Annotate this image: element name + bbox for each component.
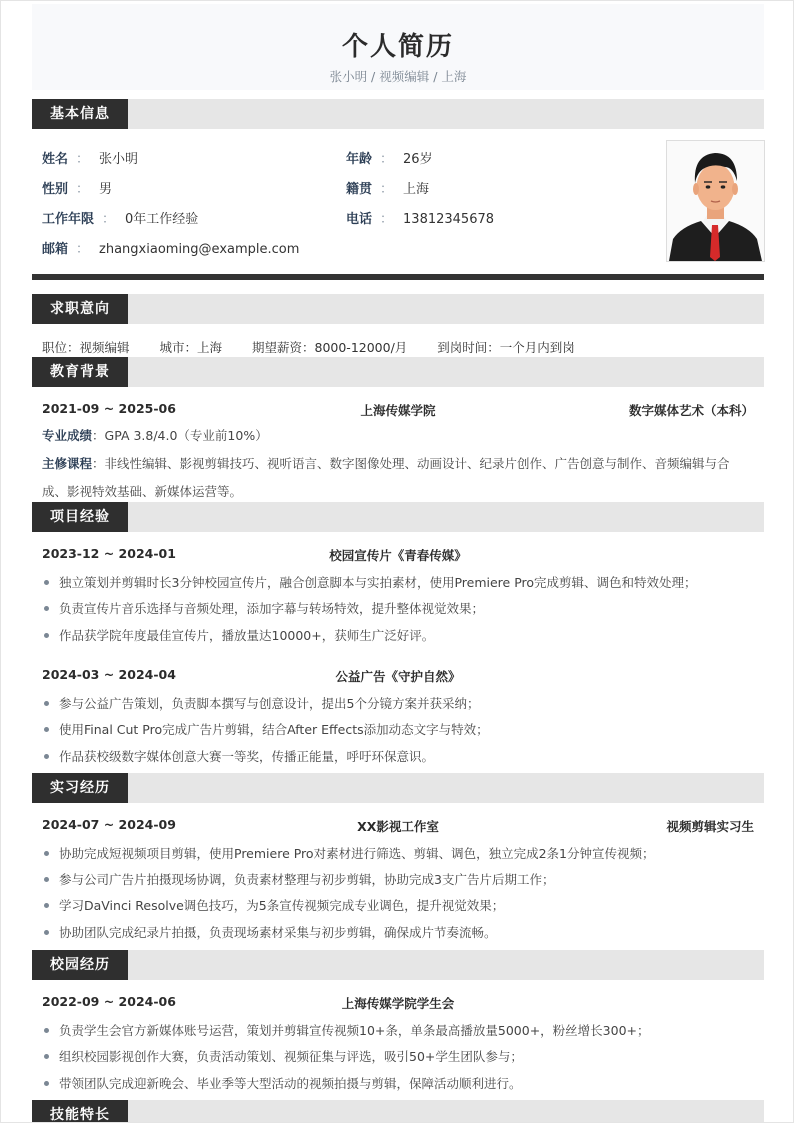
value: 上海 <box>403 182 430 197</box>
list-item: 协助团队完成纪录片拍摄，负责现场素材采集与初步剪辑，确保成片节奏流畅。 <box>42 923 754 941</box>
section-title: 基本信息 <box>32 99 128 129</box>
page-title: 个人简历 <box>341 32 454 62</box>
section-projects <box>32 502 764 532</box>
bullet-icon <box>44 580 49 585</box>
list-item: 作品获学院年度最佳宣传片，播放量达10000+，获师生广泛好评。 <box>42 626 754 644</box>
label: 电话 <box>346 212 373 227</box>
section-education <box>32 357 764 387</box>
entry-org: 上海传媒学院学生会 <box>341 996 455 1011</box>
entry-title: 校园宣传片《青春传媒》 <box>329 548 467 563</box>
intent-city: 城市：上海 <box>159 340 223 355</box>
section-campus <box>32 950 764 980</box>
section-title: 项目经验 <box>32 502 128 532</box>
profile-photo <box>666 140 765 262</box>
value: 13812345678 <box>403 212 495 227</box>
list-item: 负责学生会官方新媒体账号运营，策划并剪辑宣传视频10+条，单条最高播放量5000+，粉丝增长300+； <box>42 1021 754 1039</box>
entry-date: 2022-09 ~ 2024-06 <box>42 994 176 1009</box>
field-hometown: 籍贯 ： 上海 <box>346 182 430 197</box>
list-item: 负责宣传片音乐选择与音频处理，添加字幕与转场特效，提升整体视觉效果； <box>42 599 754 617</box>
list-item: 学习DaVinci Resolve调色技巧，为5条宣传视频完成专业调色，提升视觉效果； <box>42 896 754 914</box>
entry-role: 视频剪辑实习生 <box>666 819 754 834</box>
bullet-icon <box>44 930 49 935</box>
education-courses: 主修课程：非线性编辑、影视剪辑技巧、视听语言、数字图像处理、动画设计、纪录片创作、广告创意与制作、音频编辑与合 成、影视特效基础、新媒体运营等。 <box>42 456 730 499</box>
list-item: 协助完成短视频项目剪辑，使用Premiere Pro对素材进行筛选、剪辑、调色，独立完成2条1分钟宣传视频； <box>42 844 754 862</box>
label: 姓名 <box>42 152 69 167</box>
field-gender: 性别 ： 男 <box>42 182 113 197</box>
entry-date: 2024-03 ~ 2024-04 <box>42 667 176 682</box>
internship-entry-header <box>42 817 754 835</box>
bullet-icon <box>44 1054 49 1059</box>
section-title: 实习经历 <box>32 773 128 803</box>
entry-school: 上海传媒学院 <box>360 403 436 418</box>
intent-position: 职位：视频编辑 <box>42 340 130 355</box>
bullet-icon <box>44 727 49 732</box>
intent-salary: 期望薪资：8000-12000/月 <box>252 340 408 355</box>
entry-date: 2023-12 ~ 2024-01 <box>42 546 176 561</box>
entry-date: 2021-09 ~ 2025-06 <box>42 401 176 416</box>
section-internship <box>32 773 764 803</box>
intent-arrival: 到岗时间：一个月内到岗 <box>437 340 575 355</box>
section-title: 技能特长 <box>32 1100 128 1123</box>
bullet-icon <box>44 877 49 882</box>
value: 0年工作经验 <box>125 212 199 227</box>
field-email: 邮箱 ： zhangxiaoming@example.com <box>42 242 300 257</box>
field-phone: 电话 ： 13812345678 <box>346 212 495 227</box>
section-job-intent <box>32 294 764 324</box>
bullet-icon <box>44 754 49 759</box>
section-title: 求职意向 <box>32 294 128 324</box>
page-subtitle: 张小明 / 视频编辑 / 上海 <box>329 69 467 84</box>
bullet-icon <box>44 701 49 706</box>
bullet-icon <box>44 1028 49 1033</box>
education-gpa: 专业成绩：GPA 3.8/4.0（专业前10%） <box>42 428 268 443</box>
value: 26岁 <box>403 152 433 167</box>
value: 张小明 <box>99 152 139 167</box>
section-skills <box>32 1100 764 1123</box>
list-item: 参与公益广告策划，负责脚本撰写与创意设计，提出5个分镜方案并获采纳； <box>42 694 754 712</box>
bullet-icon <box>44 903 49 908</box>
list-item: 作品获校级数字媒体创意大赛一等奖，传播正能量，呼吁环保意识。 <box>42 747 754 765</box>
resume-header <box>32 4 764 90</box>
campus-entry-header <box>42 994 754 1012</box>
entry-major: 数字媒体艺术（本科） <box>628 403 754 418</box>
job-intent-details <box>42 338 601 356</box>
list-item: 参与公司广告片拍摄现场协调，负责素材整理与初步剪辑，协助完成3支广告片后期工作； <box>42 870 754 888</box>
field-age: 年龄 ： 26岁 <box>346 152 433 167</box>
bullet-icon <box>44 606 49 611</box>
entry-title: 公益广告《守护自然》 <box>335 669 461 684</box>
list-item: 组织校园影视创作大赛，负责活动策划、视频征集与评选，吸引50+学生团队参与； <box>42 1047 754 1065</box>
entry-company: XX影视工作室 <box>357 819 439 834</box>
value: zhangxiaoming@example.com <box>99 242 300 257</box>
project-entry-header <box>42 546 754 564</box>
section-divider <box>32 274 764 280</box>
bullet-icon <box>44 633 49 638</box>
project-entry-header <box>42 667 754 685</box>
education-entry-header <box>42 401 754 419</box>
section-title: 校园经历 <box>32 950 128 980</box>
avatar-icon <box>667 141 764 261</box>
bullet-icon <box>44 851 49 856</box>
list-item: 独立策划并剪辑时长3分钟校园宣传片，融合创意脚本与实拍素材，使用Premiere Pro完成剪辑、调色和特效处理； <box>42 573 754 591</box>
value: 男 <box>99 182 113 197</box>
field-work-years: 工作年限 ： 0年工作经验 <box>42 212 199 227</box>
label: 籍贯 <box>346 182 373 197</box>
field-name: 姓名 ： 张小明 <box>42 152 139 167</box>
bullet-icon <box>44 1081 49 1086</box>
list-item: 带领团队完成迎新晚会、毕业季等大型活动的视频拍摄与剪辑，保障活动顺利进行。 <box>42 1074 754 1092</box>
label: 邮箱 <box>42 242 69 257</box>
entry-date: 2024-07 ~ 2024-09 <box>42 817 176 832</box>
label: 年龄 <box>346 152 373 167</box>
list-item: 使用Final Cut Pro完成广告片剪辑，结合After Effects添加动态文字与特效； <box>42 720 754 738</box>
label: 性别 <box>42 182 69 197</box>
section-basic-info <box>32 99 764 129</box>
label: 工作年限 <box>42 212 95 227</box>
section-title: 教育背景 <box>32 357 128 387</box>
